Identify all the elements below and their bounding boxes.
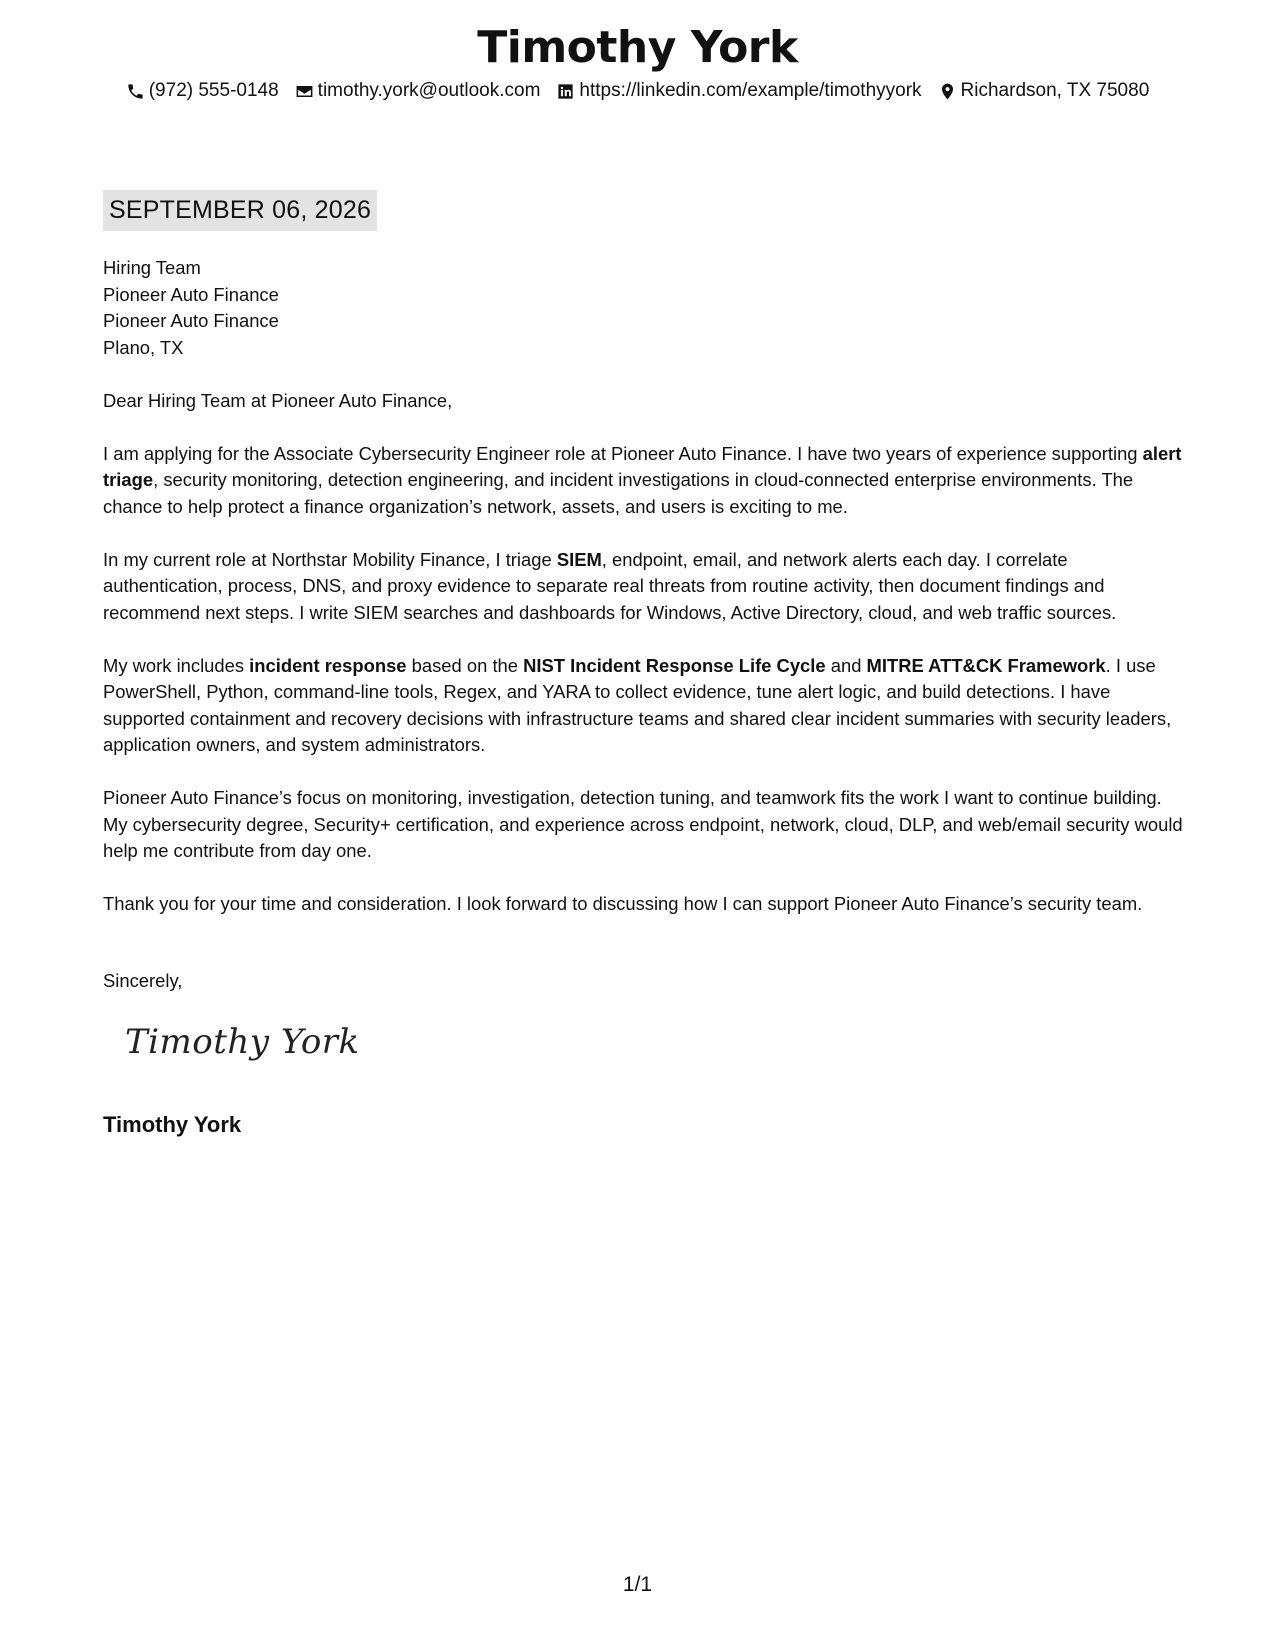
paragraph-5: Thank you for your time and consideration. I look forward to discussing how I can support Pioneer Auto Finance’s security team. (103, 893, 1143, 914)
applicant-name: Timothy York (477, 22, 798, 73)
location-text: Richardson, TX 75080 (960, 80, 1150, 101)
phone-icon (126, 82, 145, 101)
signer-name: Timothy York (103, 1112, 242, 1137)
location-pin-icon (938, 82, 957, 101)
email-text: timothy.york@outlook.com (317, 80, 541, 101)
contact-linkedin[interactable] (556, 80, 921, 102)
recipient-line: Hiring Team (103, 257, 201, 278)
paragraph-2: In my current role at Northstar Mobility Finance, I triage SIEM, endpoint, email, and network alerts each day. I correlate authentication, process, DNS, and proxy evidence to separate real threats from routine activity, then document findings and recommend next steps. I write SIEM searches and dashboards for Windows, Active Directory, cloud, and web traffic sources. (103, 548, 1117, 623)
closing: Sincerely, (103, 970, 183, 991)
contact-phone (126, 80, 279, 102)
envelope-icon (295, 82, 314, 101)
contact-bar (0, 80, 1275, 102)
page-number: 1/1 (622, 1573, 653, 1596)
recipient-line: Pioneer Auto Finance (103, 310, 279, 331)
salutation: Dear Hiring Team at Pioneer Auto Finance, (103, 389, 453, 411)
linkedin-text: https://linkedin.com/example/timothyyork (579, 80, 922, 101)
letter-date: SEPTEMBER 06, 2026 (103, 190, 377, 231)
letter-body (103, 255, 1183, 918)
recipient-line: Plano, TX (103, 336, 184, 358)
paragraph-4: Pioneer Auto Finance’s focus on monitoring, investigation, detection tuning, and teamwork fits the work I want to continue building. My cybersecurity degree, Security+ certification, and experience across endpoint, network, cloud, DLP, and web/email security would help me contribute from day one. (103, 787, 1183, 861)
contact-location (938, 80, 1150, 102)
linkedin-icon (556, 82, 575, 101)
handwritten-signature: Timothy York (125, 1022, 360, 1062)
recipient-line: Pioneer Auto Finance (103, 283, 279, 305)
paragraph-3: My work includes incident response based on the NIST Incident Response Life Cycle and MITRE ATT&CK Framework. I use PowerShell, Python, command-line tools, Regex, and YARA to collect evidence, tune alert logic, and build detections. I have supported containment and recovery decisions with infrastructure teams and shared clear incident summaries with security leaders, application owners, and system administrators. (103, 654, 1172, 755)
phone-text: (972) 555-0148 (148, 80, 279, 101)
paragraph-1: I am applying for the Associate Cybersecurity Engineer role at Pioneer Auto Finance. I have two years of experience supporting alert triage, security monitoring, detection engineering, and incident investigations in cloud-connected enterprise environments. The chance to help protect a finance organization’s network, assets, and users is exciting to me. (103, 442, 1182, 517)
recipient-block (103, 255, 1183, 361)
contact-email[interactable] (295, 80, 541, 102)
